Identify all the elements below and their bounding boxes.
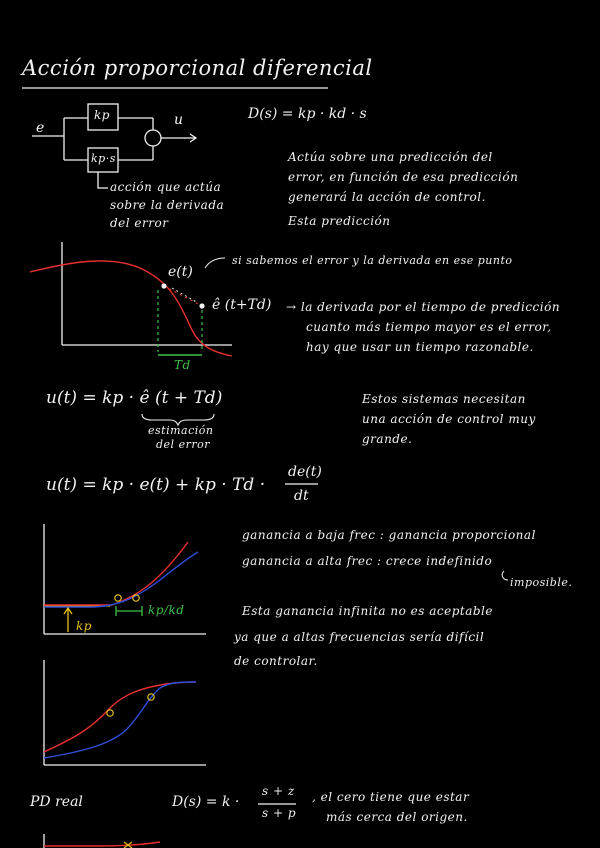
page-title: Acción proporcional diferencial bbox=[22, 56, 373, 80]
pd-real-note-1: , el cero tiene que estar bbox=[312, 790, 470, 804]
eq1-under-1: estimación bbox=[148, 424, 214, 437]
bode-note-1: ganancia a baja frec : ganancia proporcional bbox=[242, 528, 536, 542]
bode-note-2: ganancia a alta frec : crece indefinido bbox=[242, 554, 493, 568]
plot1-note-3: hay que usar un tiempo razonable. bbox=[306, 340, 534, 354]
eq1: u(t) = kp · ê (t + Td) bbox=[46, 388, 223, 408]
derivative-tangent bbox=[164, 286, 202, 306]
plot1-axes bbox=[62, 242, 232, 345]
phase-blue bbox=[44, 682, 196, 758]
bode-note-6: de controlar. bbox=[234, 654, 318, 668]
note2-line-1: Estos sistemas necesitan bbox=[362, 392, 526, 406]
kpkd-marker bbox=[116, 606, 142, 616]
pd-real-lhs: D(s) = k · bbox=[172, 794, 240, 810]
output-label: u bbox=[174, 112, 184, 128]
kps-block-label: kp·s bbox=[91, 152, 116, 165]
plot1-note-top: si sabemos el error y la derivada en ese punto bbox=[232, 254, 513, 267]
td-label: Td bbox=[174, 358, 191, 372]
phase-axes bbox=[44, 660, 206, 765]
note1-line-3: generará la acción de control. bbox=[288, 190, 486, 204]
annotation-line-3: del error bbox=[110, 216, 169, 230]
eq2: u(t) = kp · e(t) + kp · Td · bbox=[46, 475, 266, 495]
kpkd-label: kp/kd bbox=[148, 603, 185, 617]
note2-line-2: una acción de control muy bbox=[362, 412, 536, 426]
note1-line-2: error, en función de esa predicción bbox=[288, 170, 519, 184]
note1-line-1: Actúa sobre una predicción del bbox=[288, 150, 493, 164]
plot1-note-1: → la derivada por el tiempo de predicción bbox=[286, 300, 561, 314]
bode-note-5: ya que a altas frecuencias sería difícil bbox=[234, 630, 485, 644]
note2-line-3: grande. bbox=[362, 432, 413, 446]
summing-junction bbox=[145, 130, 161, 146]
annotation-line-2: sobre la derivada bbox=[110, 198, 225, 212]
kp-marker bbox=[64, 608, 72, 632]
pd-real-label: PD real bbox=[30, 794, 83, 810]
error-point bbox=[161, 283, 166, 288]
phase-red bbox=[44, 682, 196, 752]
pd-real-numerator: s + z bbox=[262, 784, 295, 798]
pd-real-curve bbox=[44, 842, 160, 846]
phase-point-1 bbox=[107, 710, 113, 716]
bode-corner-1 bbox=[115, 595, 121, 601]
bode-note-3: imposible. bbox=[510, 576, 573, 589]
note1-line-4: Esta predicción bbox=[288, 214, 391, 228]
kp-block-label: kp bbox=[94, 108, 110, 122]
eq2-denominator: dt bbox=[294, 488, 309, 504]
input-label: e bbox=[36, 120, 45, 136]
predicted-point bbox=[199, 303, 204, 308]
eq1-under-2: del error bbox=[156, 438, 210, 451]
block-diagram bbox=[32, 104, 196, 188]
transfer-function: D(s) = kp · kd · s bbox=[248, 106, 367, 122]
predicted-point-label: ê (t+Td) bbox=[212, 297, 272, 313]
eq2-numerator: de(t) bbox=[288, 464, 322, 480]
pd-real-note-2: más cerca del origen. bbox=[326, 810, 468, 824]
bode-note-4: Esta ganancia infinita no es aceptable bbox=[242, 604, 493, 618]
annotation-line-1: acción que actúa bbox=[110, 180, 222, 194]
pd-real-denominator: s + p bbox=[262, 806, 297, 820]
prediction-arrow bbox=[172, 288, 198, 303]
kp-level-label: kp bbox=[76, 619, 92, 633]
error-point-label: e(t) bbox=[168, 264, 193, 280]
plot1-note-2: cuanto más tiempo mayor es el error, bbox=[306, 320, 552, 334]
